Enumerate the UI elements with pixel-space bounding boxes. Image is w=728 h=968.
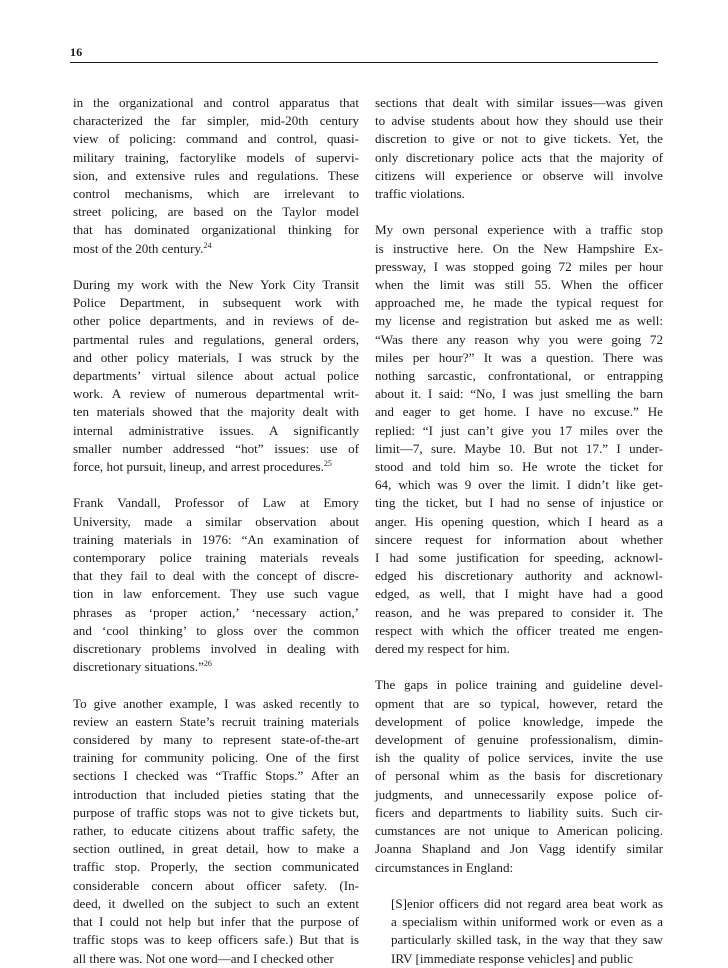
text-line-content: when the limit was still 55. When the officer — [375, 277, 663, 293]
text-line — [73, 312, 359, 330]
text-line-content: particularly skilled task, in the way that they saw — [391, 932, 663, 948]
text-line-content: sincere request for information about whether — [375, 531, 663, 547]
text-line — [375, 713, 663, 731]
paragraph-vandall — [73, 494, 359, 676]
text-line-content: deed, it dwelled on the subject to such an extent — [73, 895, 359, 911]
header-rule — [70, 62, 658, 63]
text-line — [73, 822, 359, 840]
text-line-content: partmental rules and regulations, general orders, — [73, 331, 359, 347]
text-line-content: discretion to give or not to give tickets. Yet, the — [375, 131, 663, 147]
text-line-content: force, hot pursuit, lineup, and arrest procedures. — [73, 459, 324, 475]
text-line-content: edged his discretionary authority and acknowl- — [375, 568, 663, 584]
text-line — [391, 950, 663, 968]
text-line-content: in the organizational and control apparatus that — [73, 95, 359, 110]
text-line — [375, 822, 663, 840]
text-line — [375, 567, 663, 585]
text-line — [73, 513, 359, 531]
text-line-content: of personal whim as the basis for discretionary — [375, 768, 663, 784]
text-line — [73, 731, 359, 749]
text-line — [73, 385, 359, 403]
text-line — [73, 458, 359, 476]
text-line — [375, 695, 663, 713]
text-line-content: my license and registration but asked me as well: — [375, 313, 663, 329]
text-line-content: pressway, I was stopped going 72 miles per hour — [375, 258, 663, 274]
text-line — [375, 349, 663, 367]
page-number: 16 — [70, 45, 83, 59]
text-line-content: and other policy materials, I was struck by the — [73, 349, 359, 365]
text-line — [73, 494, 359, 512]
text-line-content: limit—7, sure. Maybe 10. But not 17.” I under- — [375, 440, 663, 456]
text-line-content: that they fail to deal with the concept of discre- — [73, 568, 359, 584]
text-line-content: review an eastern State’s recruit training materials — [73, 713, 359, 729]
text-line-content: circumstances in England: — [375, 859, 514, 875]
text-line-content: “Was there any reason why you were going 72 — [375, 331, 663, 347]
text-line-content: traffic stop. Properly, the section communicated — [73, 859, 359, 875]
text-line — [375, 513, 663, 531]
text-line — [375, 167, 663, 185]
text-line-content: phrases as ‘proper action,’ ‘necessary action,’ — [73, 604, 359, 620]
text-line — [73, 203, 359, 221]
text-line-content: military training, factorylike models of supervi- — [73, 149, 359, 165]
text-line — [375, 422, 663, 440]
text-line-content: and ‘cool thinking’ to gloss over the common — [73, 622, 359, 638]
text-line — [73, 276, 359, 294]
text-line-content: training materials in 1976: “An examination of — [73, 531, 359, 547]
text-line — [73, 167, 359, 185]
text-line — [375, 640, 663, 658]
text-line — [73, 331, 359, 349]
text-line-content: most of the 20th century. — [73, 240, 204, 256]
text-line — [375, 749, 663, 767]
text-line — [73, 749, 359, 767]
text-line-content: sections I checked was “Traffic Stops.” After an — [73, 768, 359, 784]
text-line-content: opment that are so typical, however, retard the — [375, 695, 663, 711]
text-line-content: introduction that included pieties stating that the — [73, 786, 359, 802]
text-line-content: Frank Vandall, Professor of Law at Emory — [73, 495, 359, 511]
text-line — [73, 422, 359, 440]
text-line — [73, 767, 359, 785]
text-line-content: To give another example, I was asked recently to — [73, 695, 359, 711]
text-line — [375, 385, 663, 403]
text-line — [73, 112, 359, 130]
text-line — [73, 895, 359, 913]
text-line — [73, 549, 359, 567]
text-line — [375, 731, 663, 749]
text-line — [73, 877, 359, 895]
text-line — [73, 913, 359, 931]
text-line-content: stood and told him so. He wrote the ticket for — [375, 459, 663, 475]
text-line-content: development of genuine professionalism, dimin- — [375, 732, 663, 748]
text-line-content: Joanna Shapland and Jon Vagg identify similar — [375, 841, 663, 857]
text-line-content: section outlined, in great detail, how to make a — [73, 841, 359, 857]
text-line — [375, 767, 663, 785]
paragraph-personal-experience — [375, 221, 663, 658]
text-line-content: about it. I said: “No, I was just smelling the barn — [375, 386, 663, 402]
text-line — [73, 658, 359, 676]
text-line — [375, 294, 663, 312]
text-line — [375, 622, 663, 640]
right-column — [375, 94, 663, 968]
text-line-content: discretionary situations.” — [73, 659, 204, 675]
footnote-marker: 24 — [203, 240, 212, 250]
text-line — [375, 549, 663, 567]
text-line-content: approached me, he made the typical request for — [375, 295, 663, 311]
text-line-content: reason, and he was prepared to consider it. The — [375, 604, 663, 620]
text-line — [73, 185, 359, 203]
text-line — [375, 185, 663, 203]
text-line — [375, 604, 663, 622]
text-line-content: is instructive here. On the New Hampshire Ex- — [375, 240, 663, 256]
text-line-content: considered by many to represent state-of-the-art — [73, 732, 359, 748]
text-line-content: rather, to educate citizens about traffic safety, the — [73, 823, 359, 839]
text-line — [375, 786, 663, 804]
text-line-content: replied: “I just can’t give you 17 miles over the — [375, 422, 663, 438]
text-line — [375, 276, 663, 294]
text-line-content: contemporary police training materials reveals — [73, 550, 359, 566]
text-line — [73, 713, 359, 731]
text-line-content: to advise students about how they should use their — [375, 113, 663, 129]
text-line — [73, 221, 359, 239]
text-line-content: a specialism within uniformed work or even as a — [391, 914, 663, 930]
text-line — [73, 440, 359, 458]
text-line-content: I had some justification for speeding, acknowl- — [375, 550, 663, 566]
text-line-content: edged, as well, that I might have had a good — [375, 586, 663, 602]
text-line — [73, 604, 359, 622]
text-line — [73, 640, 359, 658]
text-line-content: view of policing: command and control, quasi- — [73, 131, 359, 147]
text-line-content: ficers and departments to liability suits. Such cir- — [375, 804, 663, 820]
footnote-marker: 26 — [203, 659, 212, 669]
text-line-content: citizens will experience or observe will involve — [375, 167, 663, 183]
text-line — [375, 367, 663, 385]
text-line — [375, 130, 663, 148]
text-line-content: development of police knowledge, impede the — [375, 713, 663, 729]
paragraph-taylor-model — [73, 94, 359, 258]
text-line-content: Police Department, in subsequent work with — [73, 295, 359, 311]
text-line-content: departments’ virtual silence about actual police — [73, 368, 359, 384]
block-quote — [375, 895, 663, 968]
text-line — [73, 349, 359, 367]
text-line — [375, 585, 663, 603]
text-line-content: discretionary problems involved in dealing with — [73, 641, 359, 657]
text-line — [375, 331, 663, 349]
text-line-content: ten materials showed that the majority dealt with — [73, 404, 359, 420]
text-line-content: cumstances are not unique to American policing. — [375, 823, 663, 839]
text-line-content: [S]enior officers did not regard area beat work as — [391, 895, 663, 911]
text-line-content: sections that dealt with similar issues—was given — [375, 95, 663, 110]
text-line-content: nothing sarcastic, confrontational, or entrapping — [375, 368, 663, 384]
text-line — [375, 440, 663, 458]
text-line — [375, 258, 663, 276]
text-line — [375, 458, 663, 476]
text-line-content: control mechanisms, which are irrelevant to — [73, 186, 359, 202]
text-line — [375, 221, 663, 239]
text-line-content: and eager to get home. I have no excuse.” He — [375, 404, 663, 420]
text-line — [73, 931, 359, 949]
text-line-content: training for community policing. One of the first — [73, 750, 359, 766]
text-line-content: respect with which the officer treated me engen- — [375, 622, 663, 638]
text-line — [73, 367, 359, 385]
text-line-content: traffic violations. — [375, 186, 465, 202]
text-line-content: tion in law enforcement. They use such vague — [73, 586, 359, 602]
text-line-content: that has dominated organizational thinking for — [73, 222, 359, 238]
footnote-marker: 25 — [323, 459, 332, 469]
text-line — [375, 840, 663, 858]
text-line-content: considerable concern about officer safety. (In- — [73, 877, 359, 893]
text-line — [73, 585, 359, 603]
text-line — [73, 786, 359, 804]
text-line — [391, 931, 663, 949]
text-line — [391, 913, 663, 931]
left-column — [73, 94, 359, 968]
text-line-content: ish the quality of police services, invite the use — [375, 750, 663, 766]
text-line — [375, 804, 663, 822]
text-line — [375, 240, 663, 258]
text-line — [375, 531, 663, 549]
text-line-content: work. A review of numerous departmental writ- — [73, 386, 359, 402]
text-line — [73, 531, 359, 549]
text-line — [73, 804, 359, 822]
text-line-content: purpose of traffic stops was not to give tickets but, — [73, 804, 359, 820]
text-line-content: anger. His opening question, which I heard as a — [375, 513, 663, 529]
paragraph-traffic-stops-training — [73, 695, 359, 968]
text-line-content: sion, and extensive rules and regulations. These — [73, 167, 359, 183]
text-line — [73, 840, 359, 858]
text-line-content: internal administrative issues. A significantly — [73, 422, 359, 438]
text-line — [375, 312, 663, 330]
text-line — [375, 403, 663, 421]
text-line-content: only discretionary police acts that the majority of — [375, 149, 663, 165]
text-line — [73, 149, 359, 167]
text-line — [391, 895, 663, 913]
text-line — [375, 94, 663, 112]
text-line-content: ting the ticket, but I had no sense of injustice or — [375, 495, 663, 511]
text-line — [73, 294, 359, 312]
text-line — [375, 112, 663, 130]
text-line-content: 64, which was 9 over the limit. I didn’t like get- — [375, 477, 663, 493]
text-line — [375, 476, 663, 494]
text-line — [73, 567, 359, 585]
text-line-content: IRV [immediate response vehicles] and public — [391, 950, 633, 966]
text-line — [73, 94, 359, 112]
text-line — [375, 859, 663, 877]
text-line-content: other police departments, and in reviews of de- — [73, 313, 359, 329]
text-line — [73, 950, 359, 968]
text-line-content: street policing, are based on the Taylor model — [73, 204, 359, 220]
paragraph-traffic-discretion — [375, 94, 663, 203]
text-line-content: University, made a similar observation about — [73, 513, 359, 529]
text-line — [73, 858, 359, 876]
text-line-content: dered my respect for him. — [375, 641, 510, 657]
text-line-content: characterized the far simpler, mid-20th century — [73, 113, 359, 129]
text-line-content: all there was. Not one word—and I checked other — [73, 950, 334, 966]
text-line-content: that I could not help but infer that the purpose of — [73, 914, 359, 930]
text-line — [73, 695, 359, 713]
text-line-content: My own personal experience with a traffic stop — [375, 222, 663, 238]
text-line-content: During my work with the New York City Transit — [73, 277, 359, 293]
text-line-content: traffic stops was to keep officers safe.) But that is — [73, 932, 359, 948]
text-line — [73, 130, 359, 148]
text-line-content: miles per hour?” It was a question. There was — [375, 349, 663, 365]
paragraph-training-gaps — [375, 676, 663, 876]
text-line — [375, 149, 663, 167]
text-line-content: The gaps in police training and guideline devel- — [375, 677, 663, 693]
text-line — [73, 240, 359, 258]
text-line — [73, 403, 359, 421]
text-line-content: judgments, and unnecessarily expose police of- — [375, 786, 663, 802]
text-line — [73, 622, 359, 640]
text-line — [375, 494, 663, 512]
paragraph-transit-police — [73, 276, 359, 476]
text-line-content: smaller number addressed “hot” issues: use of — [73, 440, 359, 456]
text-line — [375, 676, 663, 694]
